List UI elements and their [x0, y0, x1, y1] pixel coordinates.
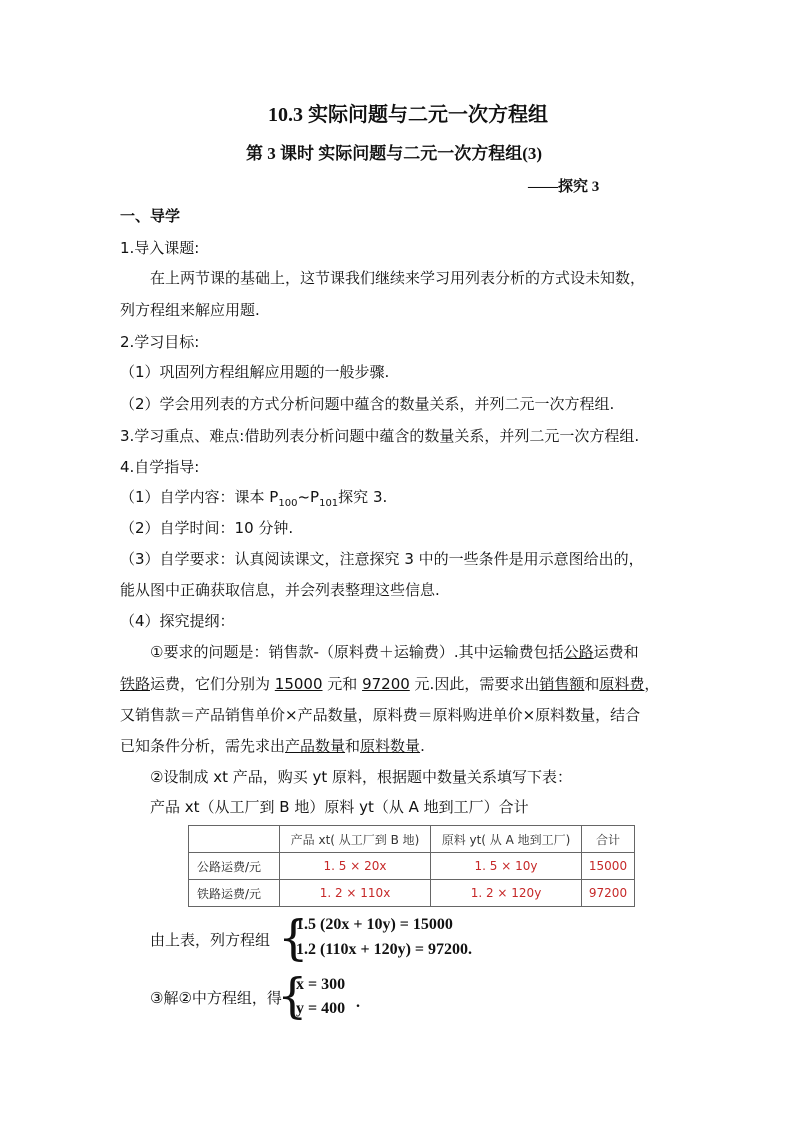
goals-heading: 2.学习目标: [120, 333, 200, 351]
table-cell: 97200 [582, 880, 635, 907]
left-brace: { [277, 968, 308, 1024]
outline-1-line4: 已知条件分析，需先求出产品数量和原料数量. [120, 737, 425, 755]
table-row [189, 853, 635, 880]
table-cell: 1. 5 × 10y [431, 853, 582, 880]
table-cell: 15000 [582, 853, 635, 880]
table-row [189, 880, 635, 907]
intro-text-line2: 列方程组来解应用题. [120, 301, 260, 319]
left-brace: { [278, 910, 309, 966]
table-header-cell: 产品 xt( 从工厂到 B 地) [280, 826, 431, 853]
key-points: 3.学习重点、难点:借助列表分析问题中蕴含的数量关系，并列二元一次方程组. [120, 427, 640, 445]
outline-1-line3: 又销售款＝产品销售单价×产品数量，原料费＝原料购进单价×原料数量，结合 [120, 706, 641, 724]
guide-item-3-line1: （3）自学要求：认真阅读课文，注意探究 3 中的一些条件是用示意图给出的， [120, 550, 644, 568]
table-cell: 1. 5 × 20x [280, 853, 431, 880]
section-heading: 一、导学 [120, 207, 181, 225]
guide-item-4: （4）探究提纲： [120, 612, 235, 630]
table-header-cell [189, 826, 280, 853]
lesson-subtitle: 第 3 课时 实际问题与二元一次方程组(3) [246, 144, 543, 163]
solution-lead: ③解②中方程组，得 [150, 989, 282, 1007]
goal-item-2: （2）学会用列表的方式分析问题中蕴含的数量关系，并列二元一次方程组. [120, 395, 615, 413]
solution-y: y = 400 [296, 1000, 346, 1017]
outline-2: ②设制成 xt 产品，购买 yt 原料，根据题中数量关系填写下表： [150, 768, 573, 786]
intro-heading: 1.导入课题: [120, 239, 200, 257]
section-tag: ——探究 3 [528, 179, 600, 195]
data-table [188, 825, 635, 907]
table-cell: 公路运费/元 [189, 853, 280, 880]
equation-2: 1.2 (110x + 120y) = 97200. [296, 941, 473, 958]
page-title: 10.3 实际问题与二元一次方程组 [268, 104, 548, 126]
system-lead: 由上表，列方程组 [150, 931, 271, 949]
goal-item-1: （1）巩固列方程组解应用题的一般步骤. [120, 363, 390, 381]
guide-heading: 4.自学指导: [120, 458, 200, 476]
table-cell: 1. 2 × 110x [280, 880, 431, 907]
outline-1-line2: 铁路运费，它们分别为 15000 元和 97200 元.因此，需要求出销售额和原料费， [120, 675, 660, 693]
intro-text-line1: 在上两节课的基础上，这节课我们继续来学习用列表分析的方式设未知数， [150, 269, 646, 287]
table-header-row [189, 826, 635, 853]
guide-item-2: （2）自学时间：10 分钟. [120, 519, 294, 537]
guide-item-1: （1）自学内容：课本 $P_{100}\sim P_{101}$探究 3. [120, 488, 388, 509]
table-header-cell: 原料 yt( 从 A 地到工厂) [431, 826, 582, 853]
table-cell: 1. 2 × 120y [431, 880, 582, 907]
solution-x: x = 300 [296, 976, 346, 993]
solution-tail: . [356, 994, 360, 1011]
outline-1-line1: ①要求的问题是：销售款-（原料费＋运输费）.其中运输费包括公路运费和 [150, 643, 639, 661]
table-cell: 铁路运费/元 [189, 880, 280, 907]
equation-1: 1.5 (20x + 10y) = 15000 [296, 916, 453, 933]
table-header-cell: 合计 [582, 826, 635, 853]
table-caption: 产品 xt（从工厂到 B 地）原料 yt（从 A 地到工厂）合计 [150, 798, 529, 816]
guide-item-3-line2: 能从图中正确获取信息，并会列表整理这些信息. [120, 581, 440, 599]
